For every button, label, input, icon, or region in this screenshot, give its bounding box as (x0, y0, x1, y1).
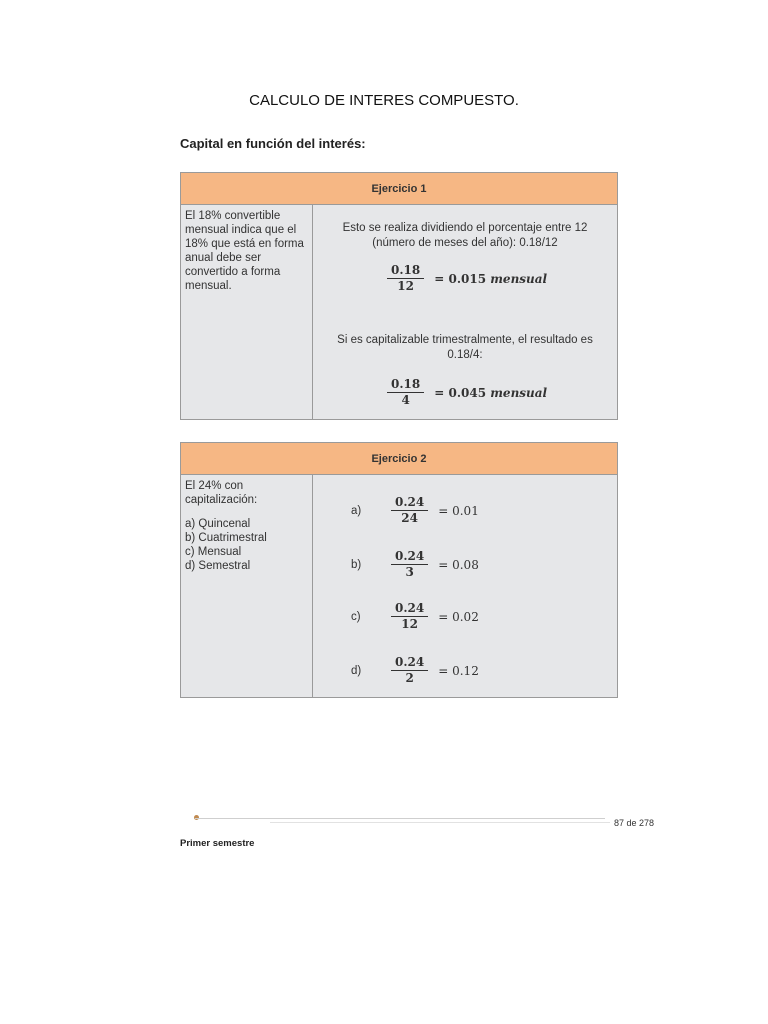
fraction-denominator: 2 (405, 671, 414, 685)
exercise-2-row-a (351, 495, 479, 526)
fraction-denominator: 24 (401, 511, 418, 525)
row-letter: a) (351, 504, 362, 517)
fraction-unit: mensual (490, 271, 548, 286)
footer-divider (195, 818, 605, 819)
fraction-numerator: 0.24 (395, 495, 425, 509)
option-item: a) Quincenal (185, 518, 251, 530)
fraction-numerator: 0.18 (391, 263, 421, 277)
fraction-numerator: 0.24 (395, 655, 425, 669)
page-number: 87 de 278 (614, 818, 655, 828)
fraction-denominator: 12 (401, 617, 418, 631)
fraction-denominator: 4 (401, 393, 410, 407)
exercise-1-box (180, 172, 618, 420)
fraction-result: = 0.08 (438, 557, 479, 572)
exercise-2-description (181, 475, 313, 697)
footer-label: Primer semestre (180, 838, 255, 849)
fraction-result: = 0.01 (438, 503, 479, 518)
exercise-1-solution (313, 205, 617, 419)
page-title: CALCULO DE INTERES COMPUESTO. (249, 92, 519, 109)
fraction-numerator: 0.24 (395, 549, 425, 563)
footer-divider-secondary (270, 822, 610, 823)
fraction-result: = 0.02 (438, 609, 479, 624)
exercise-1-formula-1 (387, 263, 547, 294)
fraction-denominator: 12 (397, 279, 414, 293)
fraction-numerator: 0.18 (391, 377, 421, 391)
fraction-unit: mensual (490, 385, 548, 400)
fraction-denominator: 3 (405, 565, 414, 579)
exercise-1-header: Ejercicio 1 (181, 173, 617, 205)
option-item: b) Cuatrimestral (185, 532, 267, 544)
exercise-2-options (185, 517, 308, 573)
row-letter: c) (351, 610, 361, 623)
fraction-result: = 0.12 (438, 663, 479, 678)
section-heading: Capital en función del interés: (180, 136, 366, 151)
fraction-result: = 0.045 (434, 385, 487, 400)
row-letter: b) (351, 558, 362, 571)
exercise-2-box (180, 442, 618, 698)
fraction-numerator: 0.24 (395, 601, 425, 615)
fraction-result: = 0.015 (434, 271, 487, 286)
exercise-1-formula-2 (387, 377, 547, 408)
exercise-2-row-b (351, 549, 479, 580)
exercise-2-solution (313, 475, 617, 697)
exercise-1-note-2: Si es capitalizable trimestralmente, el resultado es 0.18/4: (337, 334, 593, 361)
exercise-2-header: Ejercicio 2 (181, 443, 617, 475)
exercise-2-row-c (351, 601, 479, 632)
option-item: d) Semestral (185, 560, 251, 572)
exercise-1-note-1: Esto se realiza dividiendo el porcentaje entre 12 (número de meses del año): 0.18/12 (342, 222, 588, 249)
exercise-2-row-d (351, 655, 479, 686)
row-letter: d) (351, 664, 362, 677)
option-item: c) Mensual (185, 546, 242, 558)
exercise-1-description: El 18% convertible mensual indica que el 18% que está en forma anual debe ser convertido a forma mensual. (181, 205, 313, 419)
exercise-2-intro: El 24% con capitalización: (185, 480, 258, 506)
